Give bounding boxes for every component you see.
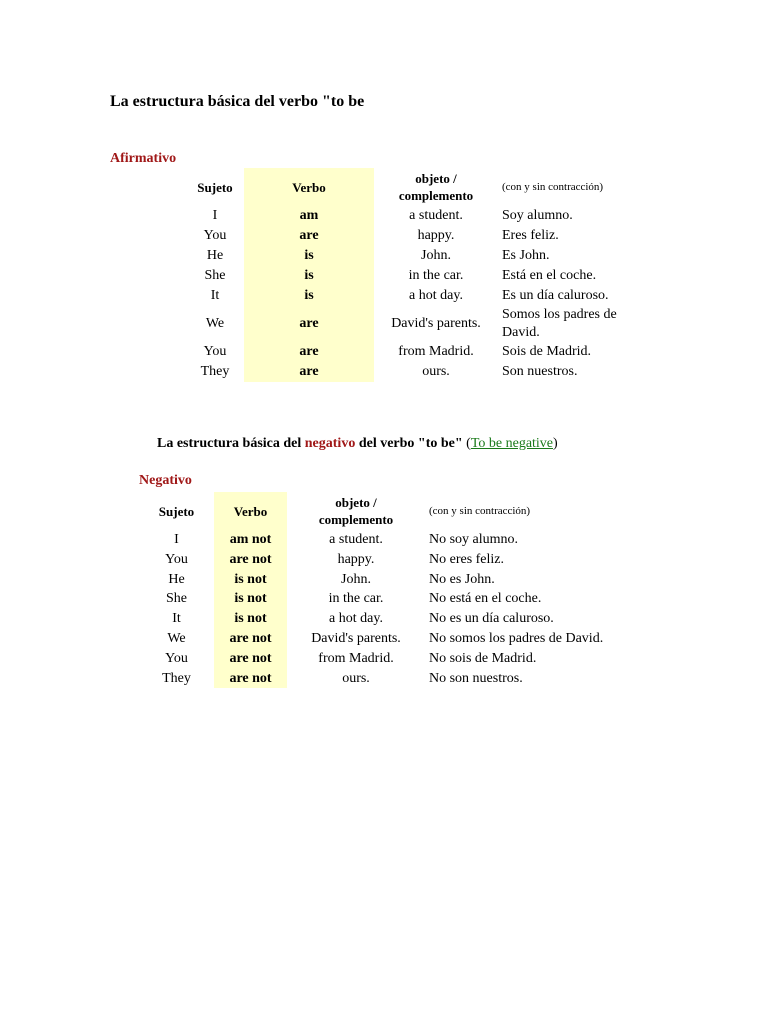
object-cell: ours.	[342, 670, 370, 686]
negative-table	[139, 492, 639, 688]
table-row	[186, 342, 642, 362]
object-cell: happy.	[417, 228, 455, 243]
translation-cell: No es John.	[429, 571, 495, 587]
object-cell: David's parents.	[311, 630, 401, 646]
close-paren: )	[553, 436, 558, 451]
header-object-line1: objeto /	[335, 495, 377, 510]
subject-cell: It	[172, 611, 181, 627]
translation-cell: No somos los padres de David.	[429, 630, 604, 646]
header-note: (con y sin contracción)	[502, 180, 604, 193]
subject-cell: We	[205, 316, 225, 331]
verb-cell: are not	[214, 669, 287, 689]
verb-cell: are	[244, 342, 374, 362]
subject-cell: I	[174, 532, 179, 547]
header-object	[287, 492, 425, 530]
table-row	[186, 362, 642, 382]
object-cell: John.	[341, 571, 371, 587]
table-row	[139, 550, 639, 570]
negative-label: Negativo	[139, 473, 192, 488]
header-object-line2: complemento	[398, 188, 474, 203]
object-cell: a hot day.	[329, 611, 383, 627]
verb-cell: are	[244, 226, 374, 246]
verb-cell: is	[244, 266, 374, 286]
object-cell: in the car.	[408, 268, 464, 283]
header-subject: Sujeto	[197, 179, 233, 195]
translation-cell: No soy alumno.	[429, 532, 519, 547]
subject-cell: I	[212, 208, 218, 223]
verb-cell: are not	[214, 550, 287, 570]
subject-cell: You	[203, 344, 227, 359]
table-row	[186, 286, 642, 306]
object-cell: David's parents.	[391, 316, 481, 331]
object-cell: a hot day.	[409, 288, 463, 303]
verb-cell: are	[244, 362, 374, 382]
table-row	[139, 530, 639, 550]
subject-cell: You	[203, 228, 227, 243]
subject-cell: They	[200, 364, 230, 379]
translation-cell: Está en el coche.	[502, 268, 597, 283]
subject-cell: She	[166, 591, 187, 607]
subject-cell: He	[206, 248, 224, 263]
subject-cell: You	[165, 650, 188, 666]
object-cell: in the car.	[328, 591, 384, 607]
table-row	[139, 589, 639, 609]
header-subject: Sujeto	[158, 503, 195, 519]
negative-title-part1: La estructura básica del	[157, 436, 302, 451]
affirmative-label: Afirmativo	[110, 151, 177, 166]
translation-cell: Son nuestros.	[502, 364, 578, 379]
table-row	[186, 226, 642, 246]
table-row	[139, 609, 639, 629]
subject-cell: He	[168, 571, 185, 587]
verb-cell: is not	[214, 570, 287, 590]
object-cell: John.	[421, 248, 451, 263]
verb-cell: are not	[214, 629, 287, 649]
object-cell: a student.	[329, 532, 383, 547]
verb-cell: are	[244, 306, 374, 342]
header-verb: Verbo	[214, 492, 287, 530]
translation-cell: Sois de Madrid.	[502, 344, 592, 359]
page-title: La estructura básica del verbo "to be	[110, 93, 365, 110]
subject-cell: We	[167, 630, 186, 646]
negative-section-title	[157, 436, 558, 452]
object-cell: a student.	[409, 208, 463, 223]
translation-cell: No son nuestros.	[429, 670, 523, 686]
table-row	[139, 570, 639, 590]
header-object-line1: objeto /	[415, 171, 457, 186]
translation-cell: No está en el coche.	[429, 591, 542, 607]
verb-cell: is not	[214, 589, 287, 609]
object-cell: happy.	[337, 551, 375, 567]
header-object	[374, 168, 498, 206]
negative-title-part2: del verbo "to be"	[358, 436, 463, 451]
translation-cell: Soy alumno.	[502, 208, 573, 223]
object-cell: from Madrid.	[318, 650, 394, 666]
to-be-negative-link[interactable]: To be negative	[470, 436, 554, 451]
translation-cell: Es un día caluroso.	[502, 288, 609, 303]
translation-cell: Somos los padres de David.	[502, 307, 617, 340]
table-row	[186, 246, 642, 266]
object-cell: ours.	[422, 364, 450, 379]
affirmative-table	[186, 168, 642, 382]
table-header-row	[139, 492, 639, 530]
header-verb: Verbo	[244, 168, 374, 206]
subject-cell: She	[204, 268, 226, 283]
subject-cell: They	[162, 670, 191, 686]
verb-cell: is	[244, 246, 374, 266]
table-header-row	[186, 168, 642, 206]
verb-cell: is not	[214, 609, 287, 629]
table-row	[186, 306, 642, 342]
verb-cell: is	[244, 286, 374, 306]
verb-cell: am	[244, 206, 374, 226]
translation-cell: No eres feliz.	[429, 551, 505, 567]
subject-cell: You	[165, 551, 188, 567]
translation-cell: Es John.	[502, 248, 550, 263]
subject-cell: It	[210, 288, 220, 303]
table-row	[186, 266, 642, 286]
table-row	[139, 649, 639, 669]
open-paren: (	[466, 436, 471, 451]
header-object-line2: complemento	[318, 512, 394, 527]
table-row	[139, 629, 639, 649]
header-note: (con y sin contracción)	[429, 504, 531, 517]
negative-title-highlight: negativo	[304, 436, 356, 451]
object-cell: from Madrid.	[398, 344, 474, 359]
verb-cell: am not	[214, 530, 287, 550]
table-row	[139, 669, 639, 689]
translation-cell: No es un día caluroso.	[429, 611, 554, 627]
verb-cell: are not	[214, 649, 287, 669]
translation-cell: Eres feliz.	[502, 228, 559, 243]
translation-cell: No sois de Madrid.	[429, 650, 537, 666]
table-row	[186, 206, 642, 226]
